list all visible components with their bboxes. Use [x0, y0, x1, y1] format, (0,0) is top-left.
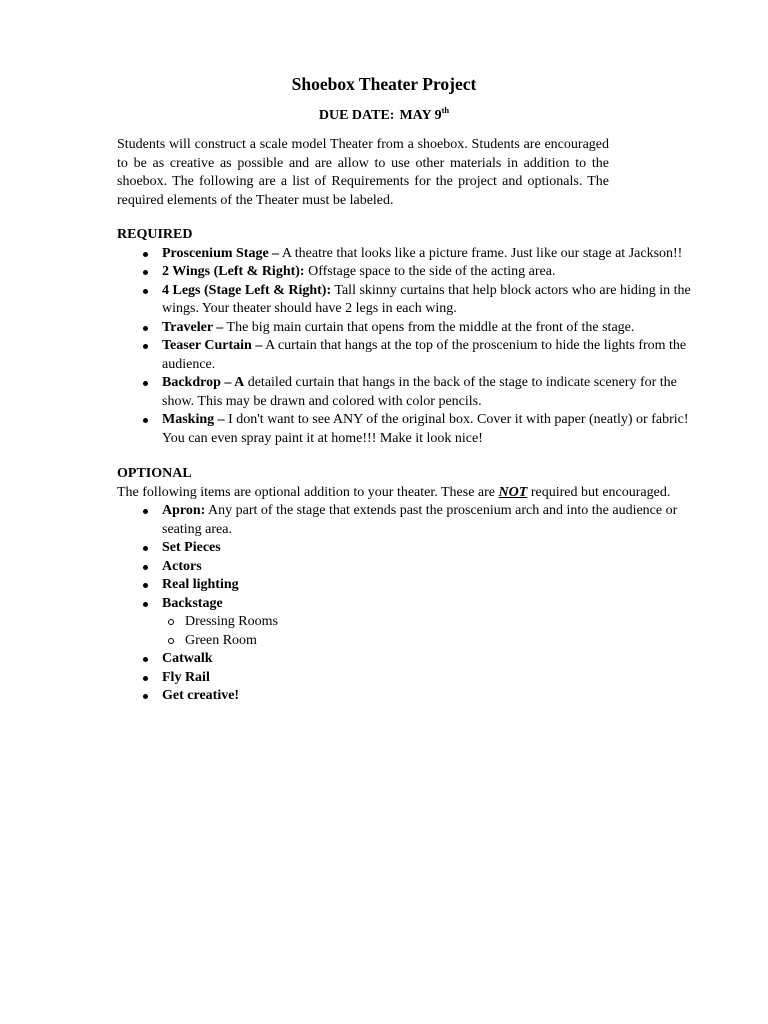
optional-item-real-lighting: [162, 576, 697, 595]
item-description: The big main curtain that opens from the middle at the front of the stage.: [223, 319, 635, 335]
optional-item-set-pieces: [162, 539, 697, 558]
bullet-icon: [143, 694, 148, 699]
sub-item-dressing-rooms: [185, 613, 697, 632]
bullet-icon: [143, 344, 148, 349]
sub-item-green-room: [185, 632, 697, 651]
item-description: A theatre that looks like a picture frame. Just like our stage at Jackson!!: [279, 245, 683, 261]
item-term: Get creative!: [162, 688, 240, 703]
circle-bullet-icon: [168, 638, 174, 644]
required-heading: REQUIRED: [117, 227, 193, 242]
required-section: [117, 226, 697, 448]
bullet-icon: [143, 381, 148, 386]
required-item-traveler: [162, 319, 697, 338]
due-date-line: [0, 105, 768, 127]
required-item-masking: [162, 411, 697, 448]
document-body: [117, 136, 697, 706]
optional-intro-emphasis: NOT: [498, 484, 528, 500]
bullet-icon: [143, 546, 148, 551]
item-term: Backdrop – A: [162, 375, 245, 390]
item-description: detailed curtain that hangs in the back of the stage to indicate scenery for the show. This may be drawn and colored with color pencils.: [162, 375, 677, 409]
document-header: [0, 73, 768, 127]
bullet-icon: [143, 676, 148, 681]
item-description: Tall skinny curtains that help block actors who are hiding in the wings. Your theater should have 2 legs in each wing.: [162, 282, 691, 316]
required-item-wings: [162, 263, 697, 282]
circle-bullet-icon: [168, 619, 174, 625]
item-term: 2 Wings (Left & Right):: [162, 264, 305, 279]
page-title: Shoebox Theater Project: [291, 74, 477, 94]
backstage-sub-list: [162, 613, 697, 650]
item-term: Traveler –: [162, 319, 224, 335]
sub-item-label: Dressing Rooms: [185, 614, 278, 629]
bullet-icon: [143, 326, 148, 331]
item-description: Offstage space to the side of the acting area.: [304, 264, 556, 279]
optional-section: [117, 465, 697, 706]
item-term: Teaser Curtain –: [162, 338, 263, 353]
bullet-icon: [143, 509, 148, 514]
item-term: Fly Rail: [162, 669, 210, 685]
optional-intro: [117, 484, 697, 503]
intro-paragraph: Students will construct a scale model Theater from a shoebox. Students are encouraged to be as creative as possible and are allow to use other materials in addition to the shoebox. The following are a list of Requirements for the project and optionals. The required elements of the Theater must be labeled.: [117, 137, 609, 208]
item-term: Proscenium Stage –: [162, 245, 280, 261]
item-term: Apron:: [162, 503, 206, 518]
optional-item-apron: [162, 502, 697, 539]
optional-intro-text-end: required but encouraged.: [527, 484, 671, 500]
required-item-backdrop: [162, 374, 697, 411]
optional-heading: OPTIONAL: [117, 466, 192, 481]
optional-item-catwalk: [162, 650, 697, 669]
optional-item-actors: [162, 558, 697, 577]
item-description: A curtain that hangs at the top of the proscenium to hide the lights from the audience.: [162, 338, 687, 372]
item-term: Backstage: [162, 595, 223, 611]
item-term: Set Pieces: [162, 540, 221, 555]
bullet-icon: [143, 583, 148, 588]
item-term: Actors: [162, 558, 202, 574]
required-list: [117, 245, 697, 449]
bullet-icon: [143, 657, 148, 662]
bullet-icon: [143, 252, 148, 257]
due-date-suffix: th: [441, 105, 450, 115]
due-date-label: DUE DATE:: [318, 108, 395, 123]
item-term: 4 Legs (Stage Left & Right):: [162, 282, 332, 298]
optional-intro-text: The following items are optional addition to your theater. These are: [117, 484, 499, 500]
optional-item-backstage: [162, 595, 697, 651]
optional-item-fly-rail: [162, 669, 697, 688]
item-description: I don't want to see ANY of the original box. Cover it with paper (neatly) or fabric! You can even spray paint it at home!!! Make it look nice!: [162, 412, 689, 446]
item-term: Real lighting: [162, 577, 239, 592]
item-term: Catwalk: [162, 651, 213, 666]
item-description: Any part of the stage that extends past the proscenium arch and into the audience or seating area.: [162, 503, 678, 537]
bullet-icon: [143, 418, 148, 423]
bullet-icon: [143, 289, 148, 294]
optional-list: [117, 502, 697, 706]
sub-item-label: Green Room: [185, 632, 257, 648]
required-item-teaser-curtain: [162, 337, 697, 374]
required-item-legs: [162, 282, 697, 319]
bullet-icon: [143, 565, 148, 570]
bullet-icon: [143, 602, 148, 607]
bullet-icon: [143, 270, 148, 275]
due-date-value: MAY 9: [399, 108, 442, 123]
required-item-proscenium-stage: [162, 245, 697, 264]
optional-item-get-creative: [162, 687, 697, 706]
item-term: Masking –: [162, 412, 225, 427]
